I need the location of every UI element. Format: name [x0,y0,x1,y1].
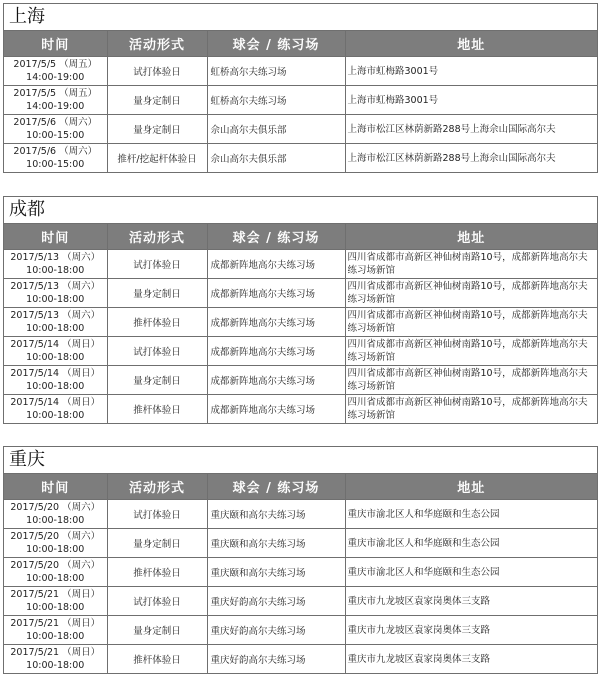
schedule-table [4,224,597,423]
address-cell: 上海市虹梅路3001号 [345,86,597,115]
format-cell: 推杆体验日 [107,558,207,587]
address-cell: 四川省成都市高新区神仙树南路10号，成都新阵地高尔夫练习场新馆 [345,279,597,308]
table-row [4,395,597,424]
header-format: 活动形式 [107,31,207,57]
city-title: 重庆 [4,447,597,474]
venue-cell: 虹桥高尔夫练习场 [207,86,345,115]
header-format: 活动形式 [107,474,207,500]
hours-text: 10:00-18:00 [26,265,85,276]
format-cell: 量身定制日 [107,616,207,645]
table-row [4,616,597,645]
table-row [4,366,597,395]
date-text: 2017/5/20 （周六） [10,531,101,542]
header-format: 活动形式 [107,224,207,250]
format-cell: 试打体验日 [107,587,207,616]
time-cell [4,645,107,674]
date-text: 2017/5/21 （周日） [10,647,101,658]
table-header-row [4,224,597,250]
address-cell: 重庆市九龙坡区袁家岗奥体三支路 [345,645,597,674]
format-cell: 试打体验日 [107,57,207,86]
header-time: 时间 [4,31,107,57]
table-header-row [4,474,597,500]
address-cell: 重庆市九龙坡区袁家岗奥体三支路 [345,616,597,645]
time-cell [4,500,107,529]
address-cell: 重庆市渝北区人和华庭颐和生态公园 [345,558,597,587]
date-text: 2017/5/21 （周日） [10,589,101,600]
hours-text: 14:00-19:00 [26,101,85,112]
header-venue: 球会 / 练习场 [207,31,345,57]
table-row [4,645,597,674]
format-cell: 量身定制日 [107,279,207,308]
time-cell [4,529,107,558]
section-chengdu [3,196,598,424]
address-cell: 四川省成都市高新区神仙树南路10号，成都新阵地高尔夫练习场新馆 [345,366,597,395]
address-cell: 上海市松江区林荫新路288号上海佘山国际高尔夫 [345,144,597,173]
venue-cell: 重庆颐和高尔夫练习场 [207,558,345,587]
venue-cell: 重庆好韵高尔夫练习场 [207,587,345,616]
venue-cell: 重庆好韵高尔夫练习场 [207,645,345,674]
address-cell: 四川省成都市高新区神仙树南路10号，成都新阵地高尔夫练习场新馆 [345,395,597,424]
format-cell: 量身定制日 [107,529,207,558]
address-cell: 上海市松江区林荫新路288号上海佘山国际高尔夫 [345,115,597,144]
date-text: 2017/5/6 （周六） [13,117,98,128]
table-row [4,308,597,337]
hours-text: 10:00-18:00 [26,602,85,613]
venue-cell: 佘山高尔夫俱乐部 [207,144,345,173]
address-cell: 重庆市九龙坡区袁家岗奥体三支路 [345,587,597,616]
city-title: 上海 [4,4,597,31]
table-row [4,57,597,86]
time-cell [4,144,107,173]
time-cell [4,616,107,645]
venue-cell: 佘山高尔夫俱乐部 [207,115,345,144]
time-cell [4,308,107,337]
date-text: 2017/5/20 （周六） [10,560,101,571]
venue-cell: 成都新阵地高尔夫练习场 [207,279,345,308]
address-cell: 四川省成都市高新区神仙树南路10号，成都新阵地高尔夫练习场新馆 [345,337,597,366]
format-cell: 试打体验日 [107,500,207,529]
date-text: 2017/5/13 （周六） [10,310,101,321]
city-title: 成都 [4,197,597,224]
table-row [4,529,597,558]
table-row [4,500,597,529]
format-cell: 推杆体验日 [107,308,207,337]
format-cell: 推杆体验日 [107,395,207,424]
table-row [4,587,597,616]
hours-text: 10:00-18:00 [26,410,85,421]
hours-text: 10:00-18:00 [26,631,85,642]
time-cell [4,86,107,115]
venue-cell: 重庆颐和高尔夫练习场 [207,529,345,558]
header-time: 时间 [4,474,107,500]
table-row [4,86,597,115]
venue-cell: 虹桥高尔夫练习场 [207,57,345,86]
venue-cell: 成都新阵地高尔夫练习场 [207,250,345,279]
hours-text: 10:00-18:00 [26,323,85,334]
address-cell: 上海市虹梅路3001号 [345,57,597,86]
header-address: 地址 [345,474,597,500]
table-row [4,115,597,144]
time-cell [4,250,107,279]
format-cell: 量身定制日 [107,115,207,144]
time-cell [4,337,107,366]
format-cell: 推杆体验日 [107,645,207,674]
hours-text: 10:00-18:00 [26,381,85,392]
address-cell: 重庆市渝北区人和华庭颐和生态公园 [345,500,597,529]
header-venue: 球会 / 练习场 [207,474,345,500]
venue-cell: 重庆颐和高尔夫练习场 [207,500,345,529]
section-shanghai [3,3,598,173]
time-cell [4,558,107,587]
schedule-table [4,474,597,673]
header-address: 地址 [345,224,597,250]
section-chongqing [3,446,598,674]
schedule-table [4,31,597,172]
format-cell: 试打体验日 [107,337,207,366]
table-row [4,279,597,308]
table-header-row [4,31,597,57]
table-row [4,144,597,173]
hours-text: 10:00-15:00 [26,159,85,170]
hours-text: 10:00-15:00 [26,130,85,141]
venue-cell: 重庆好韵高尔夫练习场 [207,616,345,645]
venue-cell: 成都新阵地高尔夫练习场 [207,395,345,424]
hours-text: 10:00-18:00 [26,660,85,671]
format-cell: 量身定制日 [107,366,207,395]
table-row [4,250,597,279]
format-cell: 试打体验日 [107,250,207,279]
address-cell: 四川省成都市高新区神仙树南路10号，成都新阵地高尔夫练习场新馆 [345,308,597,337]
table-row [4,558,597,587]
header-time: 时间 [4,224,107,250]
date-text: 2017/5/14 （周日） [10,339,101,350]
date-text: 2017/5/21 （周日） [10,618,101,629]
hours-text: 14:00-19:00 [26,72,85,83]
date-text: 2017/5/20 （周六） [10,502,101,513]
date-text: 2017/5/6 （周六） [13,146,98,157]
date-text: 2017/5/14 （周日） [10,397,101,408]
hours-text: 10:00-18:00 [26,544,85,555]
time-cell [4,279,107,308]
hours-text: 10:00-18:00 [26,515,85,526]
venue-cell: 成都新阵地高尔夫练习场 [207,366,345,395]
address-cell: 重庆市渝北区人和华庭颐和生态公园 [345,529,597,558]
hours-text: 10:00-18:00 [26,352,85,363]
date-text: 2017/5/13 （周六） [10,252,101,263]
time-cell [4,395,107,424]
header-venue: 球会 / 练习场 [207,224,345,250]
date-text: 2017/5/5 （周五） [13,88,98,99]
venue-cell: 成都新阵地高尔夫练习场 [207,308,345,337]
time-cell [4,587,107,616]
time-cell [4,115,107,144]
address-cell: 四川省成都市高新区神仙树南路10号，成都新阵地高尔夫练习场新馆 [345,250,597,279]
format-cell: 量身定制日 [107,86,207,115]
date-text: 2017/5/13 （周六） [10,281,101,292]
format-cell: 推杆/挖起杆体验日 [107,144,207,173]
time-cell [4,366,107,395]
hours-text: 10:00-18:00 [26,294,85,305]
date-text: 2017/5/5 （周五） [13,59,98,70]
header-address: 地址 [345,31,597,57]
hours-text: 10:00-18:00 [26,573,85,584]
date-text: 2017/5/14 （周日） [10,368,101,379]
table-row [4,337,597,366]
time-cell [4,57,107,86]
venue-cell: 成都新阵地高尔夫练习场 [207,337,345,366]
